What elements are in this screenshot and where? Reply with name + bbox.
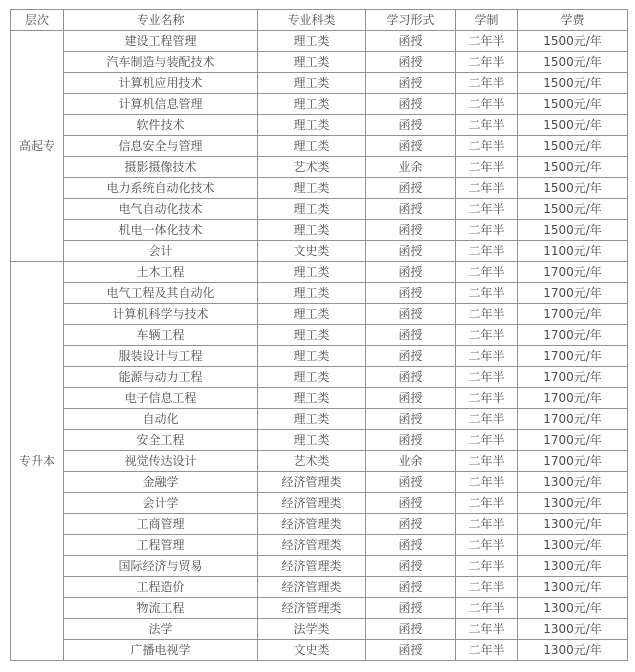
study-form-cell: 函授: [366, 115, 456, 136]
major-name-cell: 物流工程: [64, 598, 258, 619]
table-row: [11, 556, 628, 577]
duration-cell: 二年半: [456, 451, 518, 472]
major-category-cell: 理工类: [258, 346, 366, 367]
major-category-cell: 理工类: [258, 52, 366, 73]
study-form-cell: 函授: [366, 283, 456, 304]
duration-cell: 二年半: [456, 31, 518, 52]
major-category-cell: 理工类: [258, 283, 366, 304]
study-form-cell: 函授: [366, 199, 456, 220]
tuition-cell: 1300元/年: [518, 556, 628, 577]
tuition-cell: 1500元/年: [518, 115, 628, 136]
table-row: [11, 409, 628, 430]
table-row: [11, 199, 628, 220]
study-form-cell: 函授: [366, 367, 456, 388]
duration-cell: 二年半: [456, 619, 518, 640]
duration-cell: 二年半: [456, 52, 518, 73]
table-row: [11, 325, 628, 346]
major-name-cell: 汽车制造与装配技术: [64, 52, 258, 73]
major-category-cell: 理工类: [258, 367, 366, 388]
duration-cell: 二年半: [456, 178, 518, 199]
major-category-cell: 法学类: [258, 619, 366, 640]
tuition-cell: 1300元/年: [518, 619, 628, 640]
duration-cell: 二年半: [456, 556, 518, 577]
major-category-cell: 理工类: [258, 409, 366, 430]
major-category-cell: 经济管理类: [258, 556, 366, 577]
study-form-cell: 函授: [366, 178, 456, 199]
tuition-cell: 1700元/年: [518, 388, 628, 409]
duration-cell: 二年半: [456, 262, 518, 283]
tuition-cell: 1500元/年: [518, 94, 628, 115]
table-row: [11, 598, 628, 619]
table-row: [11, 367, 628, 388]
duration-cell: 二年半: [456, 388, 518, 409]
study-form-cell: 函授: [366, 94, 456, 115]
tuition-cell: 1700元/年: [518, 367, 628, 388]
major-category-cell: 理工类: [258, 94, 366, 115]
duration-cell: 二年半: [456, 220, 518, 241]
major-name-cell: 工程造价: [64, 577, 258, 598]
table-row: [11, 304, 628, 325]
level-cell-0: 高起专: [11, 31, 64, 262]
table-row: [11, 94, 628, 115]
table-row: [11, 157, 628, 178]
major-category-cell: 理工类: [258, 199, 366, 220]
major-name-cell: 机电一体化技术: [64, 220, 258, 241]
table-row: [11, 577, 628, 598]
tuition-cell: 1500元/年: [518, 31, 628, 52]
tuition-cell: 1300元/年: [518, 598, 628, 619]
major-name-cell: 工程管理: [64, 535, 258, 556]
table-row: [11, 283, 628, 304]
major-category-cell: 文史类: [258, 241, 366, 262]
table-row: [11, 73, 628, 94]
major-category-cell: 经济管理类: [258, 535, 366, 556]
major-category-cell: 理工类: [258, 220, 366, 241]
duration-cell: 二年半: [456, 535, 518, 556]
major-name-cell: 软件技术: [64, 115, 258, 136]
study-form-cell: 函授: [366, 535, 456, 556]
study-form-cell: 函授: [366, 556, 456, 577]
major-category-cell: 理工类: [258, 178, 366, 199]
tuition-cell: 1700元/年: [518, 409, 628, 430]
column-header-4: 学制: [456, 10, 518, 31]
duration-cell: 二年半: [456, 199, 518, 220]
tuition-cell: 1500元/年: [518, 52, 628, 73]
major-name-cell: 电子信息工程: [64, 388, 258, 409]
study-form-cell: 函授: [366, 31, 456, 52]
table-row: [11, 472, 628, 493]
level-cell-1: 专升本: [11, 262, 64, 661]
table-header-row: [11, 10, 628, 31]
study-form-cell: 函授: [366, 619, 456, 640]
major-name-cell: 工商管理: [64, 514, 258, 535]
major-name-cell: 电力系统自动化技术: [64, 178, 258, 199]
major-name-cell: 计算机信息管理: [64, 94, 258, 115]
major-name-cell: 信息安全与管理: [64, 136, 258, 157]
study-form-cell: 函授: [366, 325, 456, 346]
duration-cell: 二年半: [456, 367, 518, 388]
duration-cell: 二年半: [456, 640, 518, 661]
tuition-cell: 1500元/年: [518, 178, 628, 199]
major-name-cell: 自动化: [64, 409, 258, 430]
major-category-cell: 艺术类: [258, 157, 366, 178]
tuition-cell: 1100元/年: [518, 241, 628, 262]
study-form-cell: 函授: [366, 598, 456, 619]
study-form-cell: 函授: [366, 136, 456, 157]
table-row: [11, 136, 628, 157]
duration-cell: 二年半: [456, 346, 518, 367]
study-form-cell: 函授: [366, 241, 456, 262]
table-row: [11, 493, 628, 514]
major-category-cell: 理工类: [258, 304, 366, 325]
major-name-cell: 金融学: [64, 472, 258, 493]
major-name-cell: 车辆工程: [64, 325, 258, 346]
major-name-cell: 计算机科学与技术: [64, 304, 258, 325]
major-category-cell: 经济管理类: [258, 577, 366, 598]
duration-cell: 二年半: [456, 241, 518, 262]
table-row: [11, 451, 628, 472]
table-row: [11, 430, 628, 451]
table-row: [11, 514, 628, 535]
duration-cell: 二年半: [456, 157, 518, 178]
duration-cell: 二年半: [456, 430, 518, 451]
major-name-cell: 会计: [64, 241, 258, 262]
major-category-cell: 理工类: [258, 136, 366, 157]
major-name-cell: 国际经济与贸易: [64, 556, 258, 577]
tuition-cell: 1500元/年: [518, 157, 628, 178]
study-form-cell: 函授: [366, 346, 456, 367]
duration-cell: 二年半: [456, 409, 518, 430]
major-name-cell: 电气自动化技术: [64, 199, 258, 220]
major-category-cell: 经济管理类: [258, 598, 366, 619]
duration-cell: 二年半: [456, 325, 518, 346]
study-form-cell: 业余: [366, 451, 456, 472]
study-form-cell: 函授: [366, 493, 456, 514]
study-form-cell: 函授: [366, 220, 456, 241]
tuition-cell: 1500元/年: [518, 73, 628, 94]
duration-cell: 二年半: [456, 115, 518, 136]
program-tuition-table: [10, 9, 628, 661]
table-row: [11, 262, 628, 283]
table-row: [11, 619, 628, 640]
tuition-cell: 1300元/年: [518, 472, 628, 493]
tuition-cell: 1700元/年: [518, 283, 628, 304]
major-name-cell: 视觉传达设计: [64, 451, 258, 472]
major-name-cell: 土木工程: [64, 262, 258, 283]
tuition-cell: 1300元/年: [518, 535, 628, 556]
duration-cell: 二年半: [456, 472, 518, 493]
duration-cell: 二年半: [456, 598, 518, 619]
column-header-2: 专业科类: [258, 10, 366, 31]
table-row: [11, 241, 628, 262]
table-row: [11, 640, 628, 661]
table-row: [11, 535, 628, 556]
tuition-cell: 1700元/年: [518, 262, 628, 283]
major-category-cell: 理工类: [258, 388, 366, 409]
major-category-cell: 理工类: [258, 73, 366, 94]
tuition-cell: 1500元/年: [518, 220, 628, 241]
study-form-cell: 函授: [366, 514, 456, 535]
major-category-cell: 艺术类: [258, 451, 366, 472]
tuition-cell: 1700元/年: [518, 304, 628, 325]
tuition-cell: 1500元/年: [518, 199, 628, 220]
major-category-cell: 理工类: [258, 325, 366, 346]
study-form-cell: 函授: [366, 430, 456, 451]
major-category-cell: 理工类: [258, 430, 366, 451]
table-row: [11, 346, 628, 367]
tuition-cell: 1300元/年: [518, 514, 628, 535]
major-name-cell: 建设工程管理: [64, 31, 258, 52]
major-name-cell: 电气工程及其自动化: [64, 283, 258, 304]
table-row: [11, 388, 628, 409]
column-header-3: 学习形式: [366, 10, 456, 31]
study-form-cell: 函授: [366, 304, 456, 325]
study-form-cell: 业余: [366, 157, 456, 178]
duration-cell: 二年半: [456, 577, 518, 598]
study-form-cell: 函授: [366, 640, 456, 661]
column-header-1: 专业名称: [64, 10, 258, 31]
table-body: [11, 31, 628, 661]
tuition-cell: 1500元/年: [518, 136, 628, 157]
duration-cell: 二年半: [456, 283, 518, 304]
study-form-cell: 函授: [366, 472, 456, 493]
major-name-cell: 法学: [64, 619, 258, 640]
tuition-cell: 1700元/年: [518, 430, 628, 451]
column-header-5: 学费: [518, 10, 628, 31]
tuition-cell: 1300元/年: [518, 640, 628, 661]
column-header-0: 层次: [11, 10, 64, 31]
study-form-cell: 函授: [366, 577, 456, 598]
study-form-cell: 函授: [366, 262, 456, 283]
duration-cell: 二年半: [456, 73, 518, 94]
tuition-cell: 1300元/年: [518, 493, 628, 514]
study-form-cell: 函授: [366, 73, 456, 94]
table-row: [11, 115, 628, 136]
major-category-cell: 文史类: [258, 640, 366, 661]
table-row: [11, 52, 628, 73]
major-name-cell: 摄影摄像技术: [64, 157, 258, 178]
major-category-cell: 经济管理类: [258, 493, 366, 514]
major-name-cell: 广播电视学: [64, 640, 258, 661]
duration-cell: 二年半: [456, 514, 518, 535]
duration-cell: 二年半: [456, 493, 518, 514]
major-category-cell: 理工类: [258, 262, 366, 283]
major-name-cell: 安全工程: [64, 430, 258, 451]
tuition-cell: 1700元/年: [518, 325, 628, 346]
tuition-cell: 1300元/年: [518, 577, 628, 598]
duration-cell: 二年半: [456, 94, 518, 115]
duration-cell: 二年半: [456, 304, 518, 325]
duration-cell: 二年半: [456, 136, 518, 157]
major-name-cell: 会计学: [64, 493, 258, 514]
major-name-cell: 计算机应用技术: [64, 73, 258, 94]
major-category-cell: 理工类: [258, 31, 366, 52]
tuition-cell: 1700元/年: [518, 451, 628, 472]
study-form-cell: 函授: [366, 388, 456, 409]
major-category-cell: 理工类: [258, 115, 366, 136]
study-form-cell: 函授: [366, 409, 456, 430]
tuition-cell: 1700元/年: [518, 346, 628, 367]
major-name-cell: 能源与动力工程: [64, 367, 258, 388]
table-row: [11, 31, 628, 52]
major-category-cell: 经济管理类: [258, 514, 366, 535]
table-row: [11, 178, 628, 199]
major-name-cell: 服装设计与工程: [64, 346, 258, 367]
major-category-cell: 经济管理类: [258, 472, 366, 493]
table-row: [11, 220, 628, 241]
study-form-cell: 函授: [366, 52, 456, 73]
